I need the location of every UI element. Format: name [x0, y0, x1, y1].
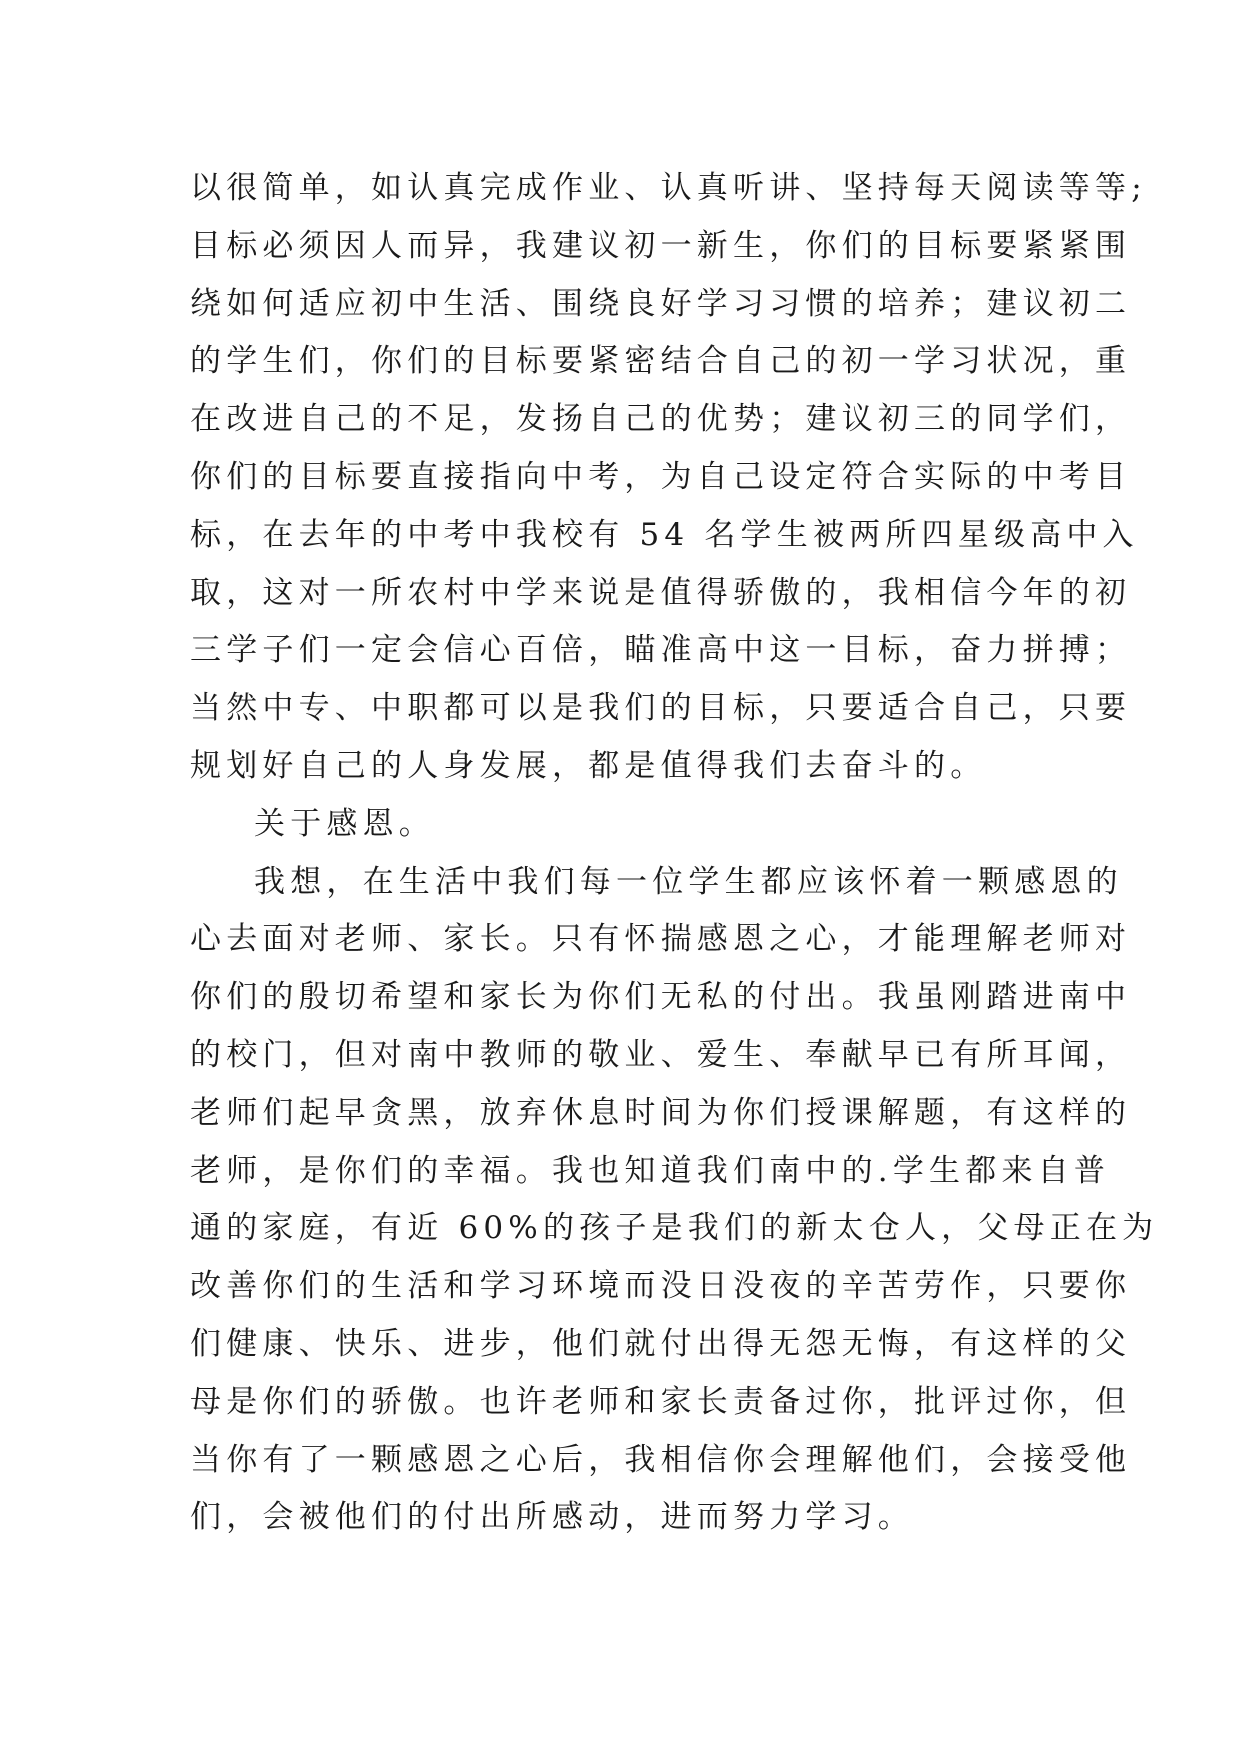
text-line: 母是你们的骄傲。也许老师和家长责备过你，批评过你，但 [190, 1383, 1132, 1420]
text-line: 当然中专、中职都可以是我们的目标，只要适合自己，只要 [190, 690, 1132, 727]
text-line: 在改进自己的不足，发扬自己的优势；建议初三的同学们， [190, 401, 1132, 438]
text-line: 你们的目标要直接指向中考，为自己设定符合实际的中考目 [190, 458, 1132, 495]
text-line: 心去面对老师、家长。只有怀揣感恩之心，才能理解老师对 [190, 921, 1132, 958]
paragraph-first-line: 我想，在生活中我们每一位学生都应该怀着一颗感恩的 [254, 863, 1123, 900]
text-line: 绕如何适应初中生活、围绕良好学习习惯的培养；建议初二 [190, 285, 1132, 322]
text-line: 老师，是你们的幸福。我也知道我们南中的.学生都来自普 [190, 1152, 1111, 1189]
text-line: 们，会被他们的付出所感动，进而努力学习。 [190, 1499, 914, 1536]
text-line: 以很简单，如认真完成作业、认真听讲、坚持每天阅读等等; [190, 170, 1147, 206]
text-line: 的校门，但对南中教师的敬业、爱生、奉献早已有所耳闻， [190, 1036, 1132, 1073]
text-line: 当你有了一颗感恩之心后，我相信你会理解他们，会接受他 [190, 1441, 1132, 1478]
text-line: 你们的殷切希望和家长为你们无私的付出。我虽刚踏进南中 [190, 979, 1132, 1016]
text-line: 取，这对一所农村中学来说是值得骄傲的，我相信今年的初 [190, 574, 1132, 611]
text-line: 老师们起早贪黑，放弃休息时间为你们授课解题，有这样的 [190, 1094, 1132, 1131]
text-line: 改善你们的生活和学习环境而没日没夜的辛苦劳作，只要你 [190, 1268, 1132, 1305]
text-line: 标，在去年的中考中我校有 54 名学生被两所四星级高中入 [190, 516, 1139, 553]
text-line: 三学子们一定会信心百倍，瞄准高中这一目标，奋力拼搏； [190, 632, 1132, 669]
text-line: 规划好自己的人身发展，都是值得我们去奋斗的。 [190, 747, 987, 784]
text-line: 的学生们，你们的目标要紧密结合自己的初一学习状况，重 [190, 343, 1132, 380]
text-line: 们健康、快乐、进步，他们就付出得无怨无悔，有这样的父 [190, 1325, 1132, 1362]
text-line: 目标必须因人而异，我建议初一新生，你们的目标要紧紧围 [190, 227, 1132, 264]
section-heading: 关于感恩。 [254, 805, 435, 842]
text-line: 通的家庭，有近 60%的孩子是我们的新太仓人，父母正在为 [190, 1210, 1159, 1247]
body-text [190, 160, 1159, 1547]
